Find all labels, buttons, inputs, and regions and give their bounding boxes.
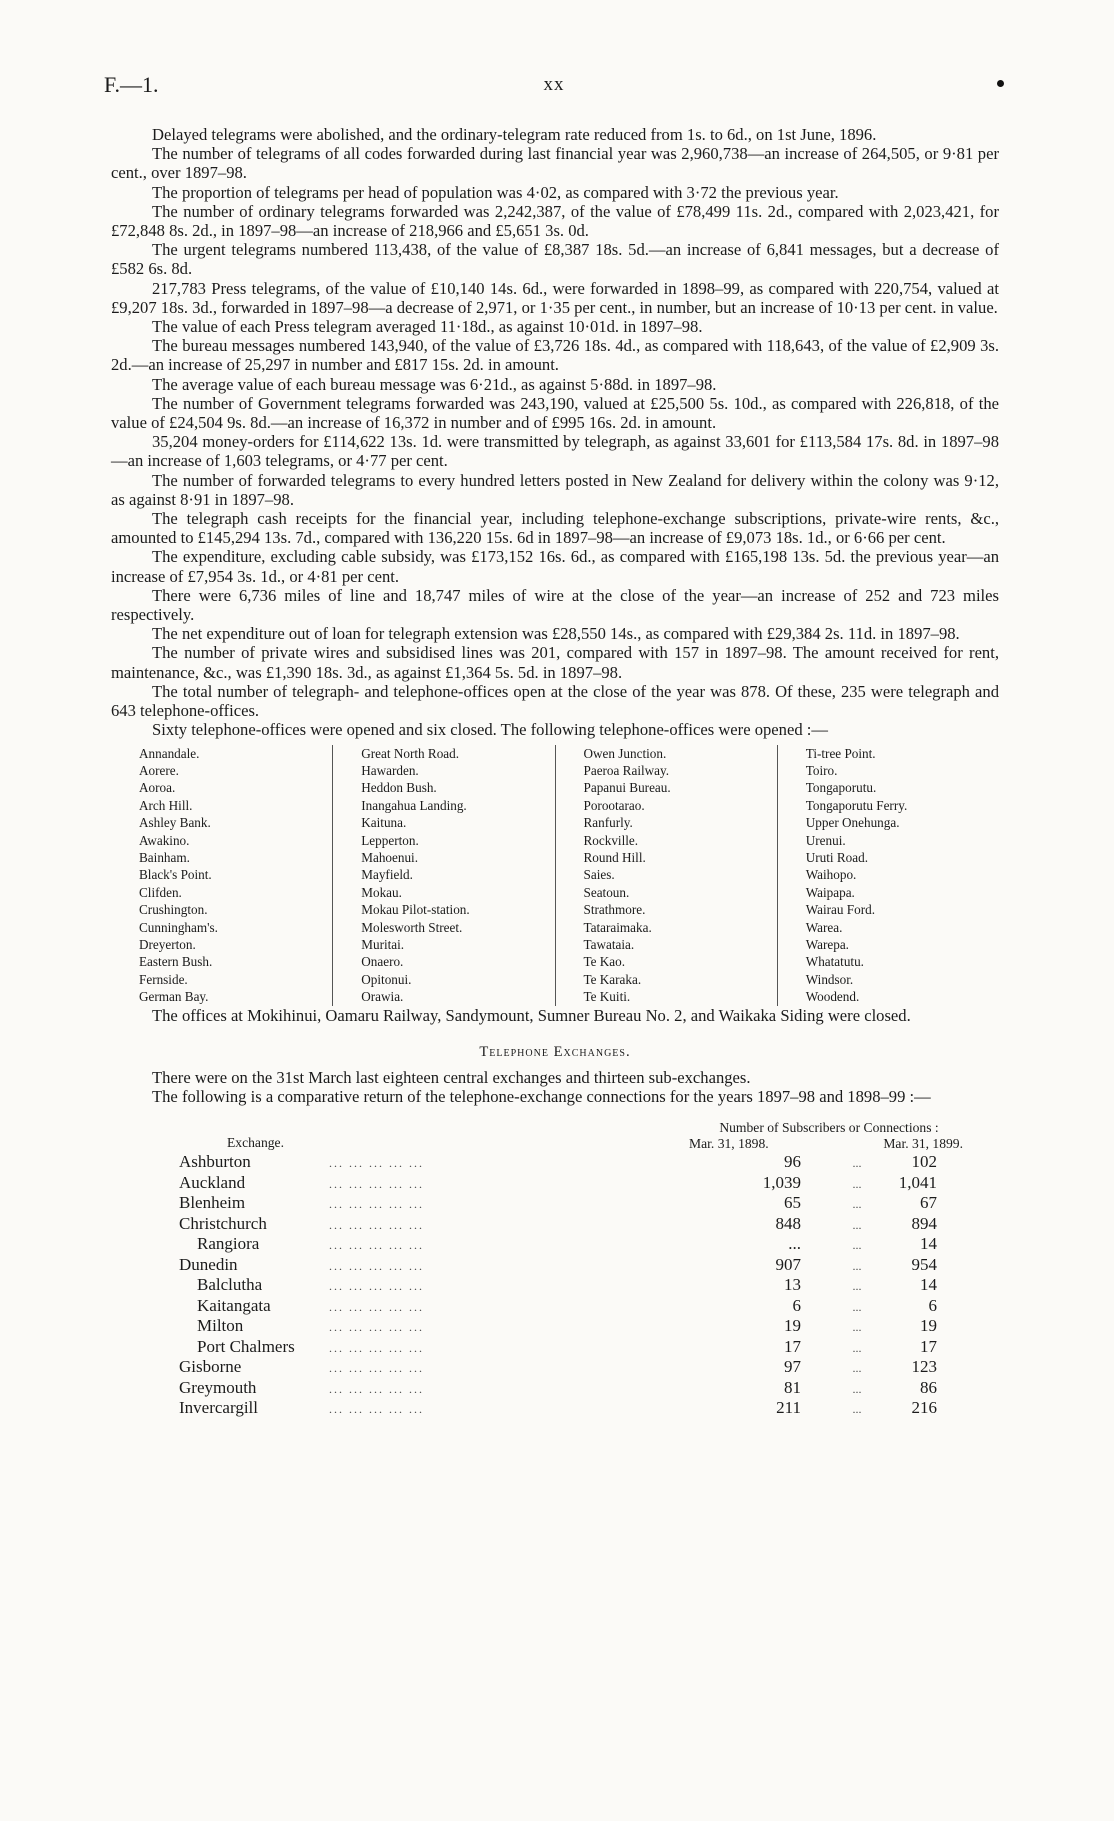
office-name: Ranfurly. (583, 815, 633, 831)
paragraph: The number of ordinary telegrams forwarded was 2,242,387, of the value of £78,499 11s. 2d., compared with 2,023,421, for £72,848 8s. 2d., in 1897–98—an increase of 218,966 and £5,651 3s. 0d. (111, 201, 999, 241)
paragraph: There were 6,736 miles of line and 18,747 miles of wire at the close of the year—an increase of 252 and 723 miles respectively. (111, 585, 999, 625)
office-name: Waipapa. (805, 884, 855, 900)
exchange-name: Christchurch (179, 1213, 267, 1233)
document-reference: F.—1. (104, 72, 159, 97)
dot-leader: ... (852, 1320, 862, 1335)
dot-leader: ... ... ... ... ... (329, 1361, 424, 1376)
exchange-name: Rangiora (197, 1234, 260, 1254)
exchange-paragraph: The following is a comparative return of the telephone-exchange connections for the years 1897–98 and 1898–99 :— (152, 1087, 931, 1107)
dot-leader: ... ... ... ... ... (329, 1258, 424, 1273)
exchange-table (179, 1118, 979, 1419)
exchange-name: Gisborne (179, 1357, 242, 1377)
dot-leader: ... ... ... ... ... (329, 1156, 424, 1171)
office-name: Porootarao. (583, 797, 645, 813)
value-1899: 86 (920, 1377, 937, 1397)
paragraph: The urgent telegrams numbered 113,438, of the value of £8,387 18s. 5d.—an increase of 6,841 messages, but a decrease of £582 6s. 8d. (111, 240, 999, 279)
paragraph: The number of Government telegrams forwarded was 243,190, valued at £25,500 5s. 10d., as compared with 226,818, of the value of £24,504 9s. 8d.—an increase of 16,372 in number and of £995 16s. 2d. in amount. (111, 393, 999, 433)
dot-leader: ... ... ... ... ... (329, 1238, 424, 1253)
table-row (179, 1378, 979, 1399)
table-row (179, 1337, 979, 1358)
office-name: Tongaporutu. (805, 780, 877, 796)
exchange-name: Port Chalmers (197, 1336, 295, 1356)
value-1899: 14 (920, 1234, 937, 1254)
office-name: Mokau. (361, 884, 402, 900)
ink-dot (997, 80, 1004, 87)
offices-closed-paragraph: The offices at Mokihinui, Oamaru Railway, Sandymount, Sumner Bureau No. 2, and Waikaka Siding were closed. (152, 1005, 911, 1025)
office-name: Cunningham's. (139, 919, 218, 935)
dot-leader: ... ... ... ... ... (329, 1197, 424, 1212)
office-name: Round Hill. (583, 849, 646, 865)
office-name: Tataraimaka. (583, 919, 652, 935)
office-name: Owen Junction. (583, 745, 667, 761)
office-name: Te Kao. (583, 954, 626, 970)
dot-leader: ... (852, 1217, 862, 1232)
office-name: Wairau Ford. (805, 902, 876, 918)
office-name: Ashley Bank. (139, 815, 211, 831)
table-row (179, 1316, 979, 1337)
value-1898: 17 (784, 1336, 801, 1356)
paragraph: Sixty telephone-offices were opened and six closed. The following telephone-offices were opened :— (152, 720, 828, 740)
exchange-name: Kaitangata (197, 1295, 271, 1315)
table-row (179, 1296, 979, 1317)
value-1898: 65 (784, 1193, 801, 1213)
value-1899: 1,041 (898, 1172, 937, 1192)
office-column (555, 745, 777, 1006)
value-1899: 14 (920, 1275, 937, 1295)
dot-leader: ... (852, 1299, 862, 1314)
office-name: Onaero. (361, 954, 404, 970)
office-column (139, 745, 332, 1006)
exchange-name: Milton (197, 1316, 244, 1336)
table-row (179, 1357, 979, 1378)
dot-leader: ... (852, 1258, 862, 1273)
dot-leader: ... (852, 1238, 862, 1253)
dot-leader: ... ... ... ... ... (329, 1217, 424, 1232)
office-name: Paeroa Railway. (583, 762, 670, 778)
office-name: Mahoenui. (361, 849, 419, 865)
exchange-table-header (179, 1118, 979, 1152)
value-1898: 907 (775, 1254, 801, 1274)
office-name: Uruti Road. (805, 849, 869, 865)
office-name: Hawarden. (361, 762, 419, 778)
exchange-name: Ashburton (179, 1152, 251, 1172)
column-header-exchange: Exchange. (227, 1135, 284, 1151)
office-name: Kaituna. (361, 815, 407, 831)
value-1899: 216 (911, 1398, 937, 1418)
dot-leader: ... ... ... ... ... (329, 1176, 424, 1191)
office-name: Aorere. (139, 762, 179, 778)
paragraph: The number of private wires and subsidised lines was 201, compared with 157 in 1897–98. The amount received for rent, maintenance, &c., was £1,390 18s. 3d., as against £1,364 5s. 5d. in 1897–98. (111, 643, 999, 682)
value-1899: 102 (911, 1152, 937, 1172)
office-name: Bainham. (139, 849, 190, 865)
value-1899: 6 (928, 1295, 937, 1315)
office-column (332, 745, 554, 1006)
page-number: xx (543, 74, 565, 95)
exchange-name: Greymouth (179, 1377, 257, 1397)
value-1899: 123 (911, 1357, 937, 1377)
dot-leader: ... ... ... ... ... (329, 1320, 424, 1335)
value-1898: 6 (792, 1295, 801, 1315)
table-row (179, 1275, 979, 1296)
dot-leader: ... ... ... ... ... (329, 1340, 424, 1355)
office-name: Waihopo. (805, 867, 857, 883)
paragraph: The number of telegrams of all codes forwarded during last financial year was 2,960,738—an increase of 264,505, or 9·81 per cent., over 1897–98. (111, 144, 999, 183)
table-row (179, 1398, 979, 1419)
office-name: Woodend. (805, 989, 860, 1005)
offices-opened-list (139, 745, 999, 1006)
office-name: Tongaporutu Ferry. (805, 797, 908, 813)
office-name: Aoroa. (139, 780, 176, 796)
value-1899: 954 (911, 1254, 937, 1274)
office-name: Orawia. (361, 989, 404, 1005)
page-header (104, 72, 1004, 102)
office-name: Urenui. (805, 832, 846, 848)
dot-leader: ... (852, 1279, 862, 1294)
office-name: Black's Point. (139, 867, 212, 883)
office-name: Warepa. (805, 936, 849, 952)
office-name: Heddon Bush. (361, 780, 437, 796)
column-header-dates (679, 1136, 979, 1152)
table-row (179, 1173, 979, 1194)
table-row (179, 1234, 979, 1255)
office-name: Seatoun. (583, 884, 630, 900)
office-name: Muritai. (361, 936, 405, 952)
paragraph: The proportion of telegrams per head of population was 4·02, as compared with 3·72 the previous year. (152, 182, 839, 202)
paragraph: The total number of telegraph- and telephone-offices open at the close of the year was 878. Of these, 235 were telegraph and 643 telephone-offices. (111, 681, 999, 721)
column-header-1899: Mar. 31, 1899. (883, 1136, 963, 1152)
table-row (179, 1152, 979, 1173)
value-1898: 96 (784, 1152, 801, 1172)
dot-leader: ... (852, 1340, 862, 1355)
office-name: Ti-tree Point. (805, 745, 876, 761)
office-name: Mayfield. (361, 867, 413, 883)
value-1898: ... (788, 1234, 801, 1254)
paragraph: The telegraph cash receipts for the financial year, including telephone-exchange subscriptions, private-wire rents, &c., amounted to £145,294 13s. 7d., compared with 136,220 15s. 6d in 1897–98—an increase of £9,073 18s. 1d., or 6·66 per cent. (111, 509, 999, 548)
office-name: Fernside. (139, 971, 188, 987)
office-name: Molesworth Street. (361, 919, 463, 935)
dot-leader: ... ... ... ... ... (329, 1402, 424, 1417)
office-column (777, 745, 999, 1006)
value-1898: 97 (784, 1357, 801, 1377)
section-title: Telephone Exchanges. (479, 1043, 631, 1060)
office-name: Upper Onehunga. (805, 815, 900, 831)
paragraph: The expenditure, excluding cable subsidy, was £173,152 16s. 6d., as compared with £165,198 13s. 5d. the previous year—an increase of £7,954 3s. 1d., or 4·81 per cent. (111, 547, 999, 586)
office-name: Dreyerton. (139, 936, 196, 952)
exchange-paragraph: There were on the 31st March last eighteen central exchanges and thirteen sub-exchanges. (152, 1068, 751, 1087)
office-name: Awakino. (139, 832, 190, 848)
column-header-group (679, 1120, 979, 1152)
dot-leader: ... (852, 1381, 862, 1396)
paragraph: The number of forwarded telegrams to every hundred letters posted in New Zealand for delivery within the colony was 9·12, as against 8·91 in 1897–98. (111, 470, 999, 509)
office-name: Strathmore. (583, 902, 646, 918)
paragraph: 217,783 Press telegrams, of the value of £10,140 14s. 6d., were forwarded in 1898–99, as compared with 220,754, valued at £9,207 18s. 3d., forwarded in 1897–98—a decrease of 2,971, or 1·35 per cent., in number, but an increase of 10·13 per cent. in value. (111, 278, 999, 317)
office-name: German Bay. (139, 989, 209, 1005)
dot-leader: ... ... ... ... ... (329, 1299, 424, 1314)
value-1898: 1,039 (762, 1172, 801, 1192)
office-name: Crushington. (139, 902, 208, 918)
table-row (179, 1214, 979, 1235)
exchange-name: Blenheim (179, 1193, 246, 1213)
exchange-name: Dunedin (179, 1254, 238, 1274)
office-name: Mokau Pilot-station. (361, 902, 470, 918)
value-1899: 67 (920, 1193, 937, 1213)
office-name: Inangahua Landing. (361, 797, 467, 813)
body-text (111, 125, 999, 1419)
value-1898: 848 (775, 1213, 801, 1233)
office-name: Arch Hill. (139, 797, 193, 813)
table-row (179, 1193, 979, 1214)
exchange-name: Balclutha (197, 1275, 263, 1295)
value-1898: 81 (784, 1377, 801, 1397)
office-name: Opitonui. (361, 971, 412, 987)
paragraph-list (111, 125, 999, 740)
paragraph: Delayed telegrams were abolished, and the ordinary-telegram rate reduced from 1s. to 6d., on 1st June, 1896. (152, 125, 877, 144)
office-name: Annandale. (139, 745, 200, 761)
exchange-name: Invercargill (179, 1398, 258, 1418)
office-name: Great North Road. (361, 745, 460, 761)
dot-leader: ... (852, 1197, 862, 1212)
office-name: Papanui Bureau. (583, 780, 671, 796)
office-name: Tawataia. (583, 936, 635, 952)
office-name: Clifden. (139, 884, 182, 900)
office-name: Te Kuiti. (583, 989, 631, 1005)
dot-leader: ... (852, 1156, 862, 1171)
paragraph: The average value of each bureau message was 6·21d., as against 5·88d. in 1897–98. (152, 374, 717, 394)
dot-leader: ... ... ... ... ... (329, 1381, 424, 1396)
office-name: Whatatutu. (805, 954, 864, 970)
dot-leader: ... (852, 1402, 862, 1417)
value-1898: 211 (776, 1398, 801, 1418)
dot-leader: ... ... ... ... ... (329, 1279, 424, 1294)
paragraph: The net expenditure out of loan for telegraph extension was £28,550 14s., as compared with £29,384 2s. 11d. in 1897–98. (152, 624, 960, 644)
value-1899: 19 (920, 1316, 937, 1336)
office-name: Te Karaka. (583, 971, 642, 987)
value-1898: 19 (784, 1316, 801, 1336)
column-header-connections: Number of Subscribers or Connections : (719, 1120, 939, 1136)
value-1898: 13 (784, 1275, 801, 1295)
office-name: Eastern Bush. (139, 954, 213, 970)
table-row (179, 1255, 979, 1276)
dot-leader: ... (852, 1176, 862, 1191)
office-name: Lepperton. (361, 832, 419, 848)
office-name: Toiro. (805, 762, 838, 778)
exchange-name: Auckland (179, 1172, 246, 1192)
paragraph: The bureau messages numbered 143,940, of the value of £3,726 18s. 4d., as compared with 118,643, of the value of £2,909 3s. 2d.—an increase of 25,297 in number and £817 15s. 2d. in amount. (111, 336, 999, 375)
exchange-table-body (179, 1152, 979, 1419)
paragraph: 35,204 money-orders for £114,622 13s. 1d. were transmitted by telegraph, as against 33,601 for £113,584 17s. 8d. in 1897–98—an increase of 1,603 telegrams, or 4·77 per cent. (111, 432, 999, 471)
office-name: Windsor. (805, 971, 854, 987)
value-1899: 17 (920, 1336, 937, 1356)
office-name: Rockville. (583, 832, 639, 848)
value-1899: 894 (911, 1213, 937, 1233)
paragraph: The value of each Press telegram averaged 11·18d., as against 10·01d. in 1897–98. (152, 317, 703, 337)
column-header-1898: Mar. 31, 1898. (689, 1136, 769, 1152)
dot-leader: ... (852, 1361, 862, 1376)
office-name: Saies. (583, 867, 615, 883)
office-name: Warea. (805, 919, 843, 935)
